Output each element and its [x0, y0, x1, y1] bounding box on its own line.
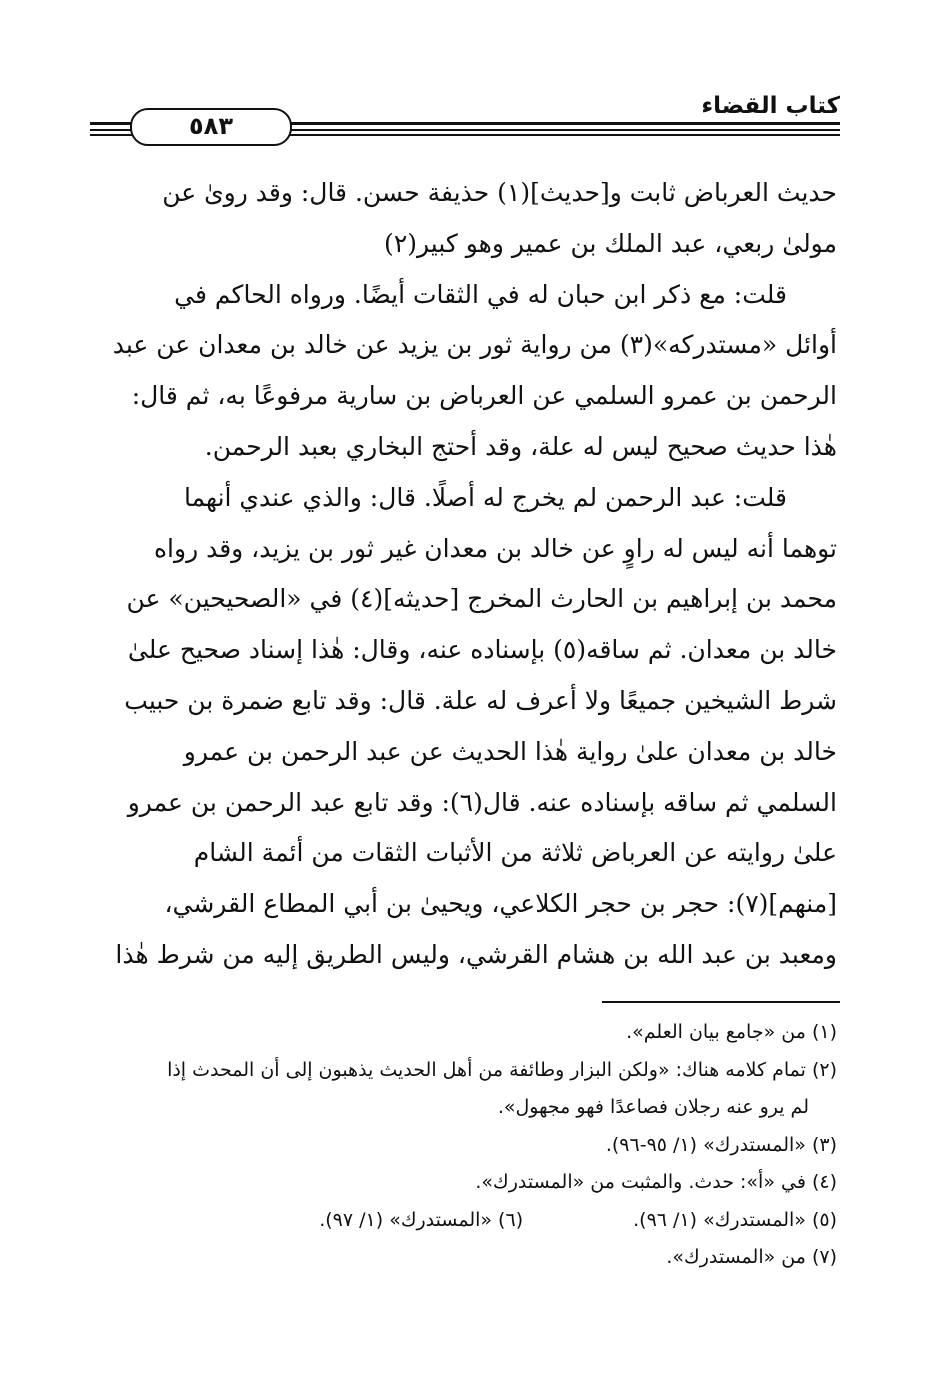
text-line: محمد بن إبراهيم بن الحارث المخرج [حديثه](٤) في «الصحيحين» عن — [126, 584, 837, 614]
text-line: قلت: مع ذكر ابن حبان له في الثقات أيضًا. ورواه الحاكم في — [174, 279, 787, 309]
page-number: ٥٨٣ — [130, 108, 292, 146]
text-line: قلت: عبد الرحمن لم يخرج له أصلًا. قال: والذي عندي أنهما — [183, 482, 787, 512]
text-line: توهما أنه ليس له راوٍ عن خالد بن معدان غير ثور بن يزيد، وقد رواه — [153, 533, 837, 563]
footnotes — [92, 1014, 837, 1277]
text-line: الرحمن بن عمرو السلمي عن العرباض بن سارية مرفوعًا به، ثم قال: — [131, 381, 837, 411]
footnote-pair — [92, 1202, 837, 1240]
text-line: مولیٰ ربعي، عبد الملك بن عمير وهو كبير(٢) — [384, 228, 837, 258]
footnote-continuation: لم يرو عنه رجلان فصاعدًا فهو مجهول». — [497, 1096, 809, 1118]
text-line: السلمي ثم ساقه بإسناده عنه. قال(٦): وقد تابع عبد الرحمن بن عمرو — [127, 787, 837, 817]
text-line: شرط الشيخين جميعًا ولا أعرف له علة. قال: وقد تابع ضمرة بن حبيب — [124, 685, 837, 715]
text-line: خالد بن معدان. ثم ساقه(٥) بإسناده عنه، وقال: هٰذا إسناد صحيح علىٰ — [127, 635, 837, 665]
footnote: (٥) «المستدرك» (١/ ٩٦). — [633, 1208, 837, 1231]
text-line: ومعبد بن عبد الله بن هشام القرشي، وليس الطريق إليه من شرط هٰذا — [115, 939, 837, 969]
text-line: علىٰ روايته عن العرباض ثلاثة من الأثبات الثقات من أئمة الشام — [193, 838, 837, 868]
footnote: (٤) في «أ»: حدث. والمثبت من «المستدرك». — [475, 1171, 837, 1193]
text-line: هٰذا حديث صحيح ليس له علة، وقد أحتج البخاري بعبد الرحمن. — [204, 431, 837, 461]
text-line: أوائل «مستدركه»(٣) من رواية ثور بن يزيد عن خالد بن معدان عن عبد — [112, 330, 837, 360]
footnote-separator — [602, 1001, 840, 1003]
footnote: (٦) «المستدرك» (١/ ٩٧). — [319, 1208, 524, 1231]
text-line: حديث العرباض ثابت و[حديث](١) حذيفة حسن. قال: وقد رویٰ عن — [162, 178, 837, 207]
footnote: (٧) من «المستدرك». — [666, 1246, 837, 1268]
running-title: كتاب القضاء — [689, 92, 840, 120]
text-line: [منهم](٧): حجر بن حجر الكلاعي، ويحيىٰ بن أبي المطاع القرشي، — [164, 889, 837, 919]
footnote: (٢) تمام كلامه هناك: «ولكن البزار وطائفة من أهل الحديث يذهبون إلى أن المحدث إذا — [167, 1058, 837, 1081]
main-text — [92, 168, 837, 981]
text-line: خالد بن معدان علىٰ رواية هٰذا الحديث عن عبد الرحمن بن عمرو — [183, 736, 837, 766]
page-header — [90, 92, 840, 142]
footnote: (٣) «المستدرك» (١/ ٩٥-٩٦). — [605, 1133, 837, 1156]
footnote: (١) من «جامع بيان العلم». — [626, 1021, 837, 1043]
